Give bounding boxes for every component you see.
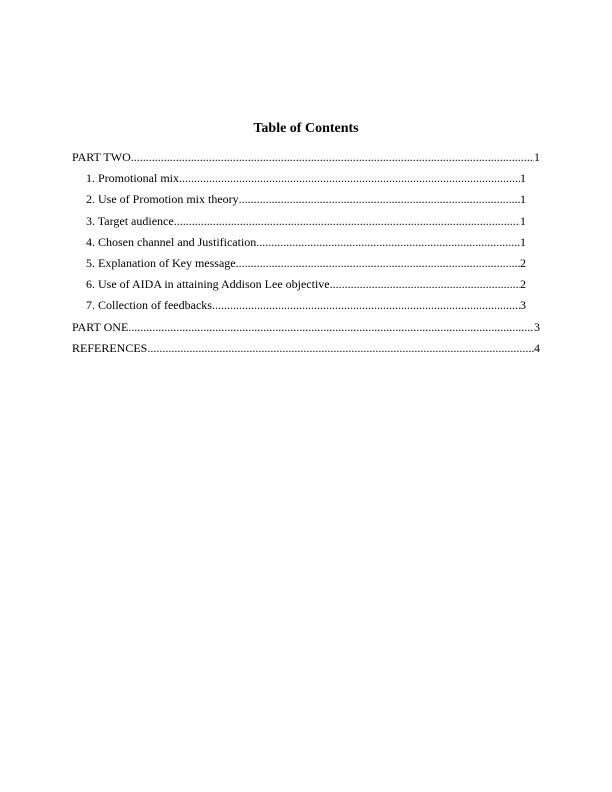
toc-entry-label: 1. Promotional mix	[86, 171, 179, 186]
toc-entry-chosen-channel[interactable]	[86, 234, 526, 255]
toc-entry-label: 2. Use of Promotion mix theory	[86, 192, 239, 207]
toc-entry-label: 5. Explanation of Key message	[86, 255, 236, 270]
toc-entry-references[interactable]	[72, 340, 540, 361]
toc-entry-label: REFERENCES	[72, 340, 148, 355]
toc-dot-leader	[174, 213, 520, 229]
toc-entry-key-message[interactable]	[86, 255, 526, 276]
toc-page-number: 3	[534, 319, 540, 334]
toc-page-number: 3	[520, 298, 526, 313]
toc-dot-leader	[179, 170, 520, 186]
toc-dot-leader	[212, 297, 520, 313]
toc-entry-label: 7. Collection of feedbacks	[86, 298, 212, 313]
toc-page-number: 2	[520, 277, 526, 292]
toc-entry-label: 3. Target audience	[86, 213, 174, 228]
toc-page-number: 1	[520, 234, 526, 249]
toc-dot-leader	[128, 319, 534, 335]
toc-page-number: 4	[534, 340, 540, 355]
toc-entry-target-audience[interactable]	[86, 213, 526, 234]
toc-page-number: 2	[520, 255, 526, 270]
toc-page-number: 1	[520, 192, 526, 207]
toc-entry-label: PART ONE	[72, 319, 129, 334]
toc-entry-label: PART TWO	[72, 150, 131, 164]
toc-page-number: 1	[520, 213, 526, 228]
toc-dot-leader	[239, 191, 520, 207]
toc-entry-part-two[interactable]	[72, 149, 540, 170]
toc-dot-leader	[256, 234, 520, 250]
toc-entry-aida[interactable]	[86, 276, 526, 297]
toc-entry-feedbacks[interactable]	[86, 297, 526, 318]
toc-entry-label: 4. Chosen channel and Justification	[86, 234, 257, 249]
toc-list	[72, 149, 542, 361]
toc-page-number: 1	[520, 171, 526, 186]
toc-page-number: 1	[534, 150, 540, 164]
toc-entry-label: 6. Use of AIDA in attaining Addison Lee objective	[86, 277, 330, 292]
toc-entry-part-one[interactable]	[72, 319, 540, 340]
toc-dot-leader	[236, 255, 520, 271]
toc-entry-promotional-mix[interactable]	[86, 170, 526, 191]
toc-dot-leader	[147, 340, 534, 356]
toc-title: Table of Contents	[253, 121, 359, 136]
toc-dot-leader	[131, 149, 534, 165]
toc-dot-leader	[330, 276, 520, 292]
toc-entry-promotion-mix-theory[interactable]	[86, 191, 526, 212]
